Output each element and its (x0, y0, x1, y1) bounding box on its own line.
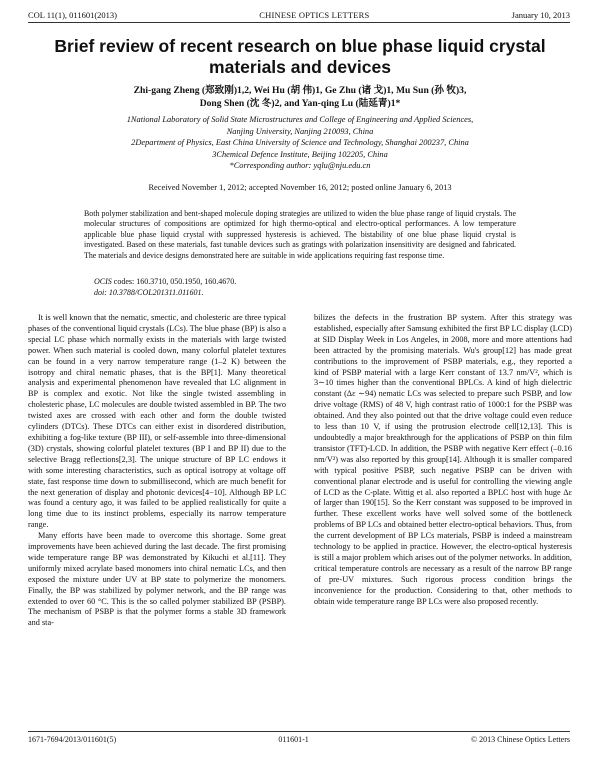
running-header (28, 8, 570, 22)
author-list (40, 84, 560, 110)
issue-date: January 10, 2013 (511, 10, 570, 20)
paragraph: Many efforts have been made to overcome this shortage. Some great improvements have been achieved during the last decade. The first promising wide temperature range BP was demonstrated by Kikuchi et al.[11]. They uniformly mixed acrylate based monomers into chiral nematic LCs, and then exposed the mixture under UV at BP state to polymerize the monomers. Finally, the BP was stabilized by polymer network, and the BP range was extended to over 60 °C. This is the so called polymer stabilized BP (PSBP). The mechanism of PSBP is that the polymer forms a stable 3D framework and sta- (28, 531, 286, 628)
copyright: © 2013 Chinese Optics Letters (471, 735, 570, 744)
affiliation-2: 2Department of Physics, East China University of Science and Technology, Shanghai 200237, China (131, 138, 469, 148)
paragraph: It is well known that the nematic, smectic, and cholesteric are three typical phases of the conventional liquid crystals (LCs). The blue phase (BP) is also a special LC phase which normally exists in the materials with large twisted power. When such material is cooled down, many colorful platelet textures can be found in a very narrow temperature range (1–2 K) between the isotropy and chiral nematic phases, that is the BP[1]. Many theoretical analysis and experimental phenomenon have revealed that LC alignment in BP is complex and exotic. Not like the single twisted assembling in cholesteric phase, LC molecules are double twisted assembled in BP. The two twisted axes are crossed with each other and form the double twisted cylinders (DTCs). These DTCs can either exist in disordered distribution, exhibiting a fog-like texture (BP III), or self-assemble into three-dimensional (3D) crystals, showing colorful platelet textures (BP I and BP II) due to the selective Bragg reflections[2,3]. The unique structure of BP LC endows it with some interesting characteristics, such as optical isotropy at voltage off state, fast response time down to submillisecond, which are much benefit for the next generation of display and photonic devices[4−10]. Although BP LC was found a century ago, it was failed to be applied realistically for quite a long time due to its instinct problems, especially its narrow temperature range. (28, 313, 286, 530)
left-column (28, 313, 286, 629)
corresponding-author: *Corresponding author: yqlu@nju.edu.cn (229, 161, 371, 171)
journal-name: CHINESE OPTICS LETTERS (259, 10, 370, 20)
paper-title: Brief review of recent research on blue phase liquid crystal materials and devices (54, 36, 546, 77)
author-line-1: Zhi-gang Zheng (郑致刚)1,2, Wei Hu (胡 伟)1, Ge Zhu (诸 戈)1, Mu Sun (孙 牧)3, (133, 85, 467, 96)
affiliation-1-cont: Nanjing University, Nanjing 210093, China (226, 126, 374, 136)
affiliation-1: 1National Laboratory of Solid State Microstructures and College of Engineering and Applied Sciences, (126, 115, 474, 124)
affiliation-3: 3Chemical Defence Institute, Beijing 102205, China (212, 149, 388, 159)
abstract: Both polymer stabilization and bent-shaped molecule doping strategies are utilized to widen the blue phase range of liquid crystals. The molecular structures of compositions are optimized for high thermo-optical and electro-optical performances. A low temperature applicable blue phase liquid crystal with suppressed hysteresis is achieved. The bistability of one blue phase liquid crystal is investigated. Based on these materials, fast tunable devices such as gratings with polarization insensitivity are designed and fabricated. The materials and device designs demonstrated here are suitable in wide applications requiring fast response time. (84, 209, 516, 260)
ocis-codes (94, 277, 236, 287)
ocis-label: OCIS (94, 277, 112, 286)
journal-citation: COL 11(1), 011601(2013) (28, 10, 118, 20)
header-rule (28, 22, 570, 23)
author-line-2: Dong Shen (沈 冬)2, and Yan-qing Lu (陆延青)1* (199, 98, 401, 109)
received-dates: Received November 1, 2012; accepted November 16, 2012; posted online January 6, 2013 (148, 183, 452, 192)
page-number: 011601-1 (278, 735, 309, 744)
footer-rule (28, 731, 570, 732)
affiliations (40, 114, 560, 172)
page-footer (28, 735, 570, 744)
paragraph: bilizes the defects in the frustration BP system. After this strategy was established, especially after Samsung exhibited the first BP LC display (LCD) at SID Display Week in Los Angeles, in 2008, more and more attentions had been attracted by the promising materials. Wu's group[12] has made great contributions to the improvement of PSBP materials, e.g., they reported a kind of PSBP material with a large Kerr constant of 13.7 nm/V², which is 3∼10 times higher than the conventional BPLCs. A kind of high dielectric constant (Δε ∼94) nematic LCs was selected to prepare such PSBP, and low drive voltage (RMS) of 48 V, high contrast ratio of 1000:1 for the PSBP was obtained. And they also pointed out that the drive voltage could even reduce to less than 10 V, if using the protrusion electrode cell[12,13]. This is undoubtedly a major breakthrough for the applications of PSBP on thin film transistor (TFT)-LCD. In addition, the PSBP with negative Kerr effect (–0.16 nm/V²) was also reported by this group[14]. Although it is smaller compared with typical positive PSBP, such negative PSBP can be driven with conventional planar electrode and is useful for controlling the viewing angle of LCD as the C-plate. Wittig et al. also reported a BPLC host with huge Δε of larger than 190[15]. So the Kerr constant was supposed to be improved in further. These excellent works have well solved some of the bottleneck problems of BP LCs and obtained better electro-optical behaviors. Thus, from the current development of BP LCs materials, PSBP is indeed a mainstream technology to be applied in practice. However, the electro-optical hysteresis is still a major problem which arises out of the polymer networks. In addition, critical temperature controls are necessary as a result of the narrow BP range of pre-UV mixtures. Such rigorous process condition brings the inconvenience for the production. Considering to that, other methods to obtain wide temperature range BP LCs were also proposed recently. (314, 313, 572, 606)
issn: 1671-7694/2013/011601(5) (28, 735, 117, 744)
doi: doi: 10.3788/COL201311.011601. (94, 288, 204, 297)
right-column (314, 313, 572, 607)
ocis-text: codes: 160.3710, 050.1950, 160.4670. (111, 277, 237, 286)
